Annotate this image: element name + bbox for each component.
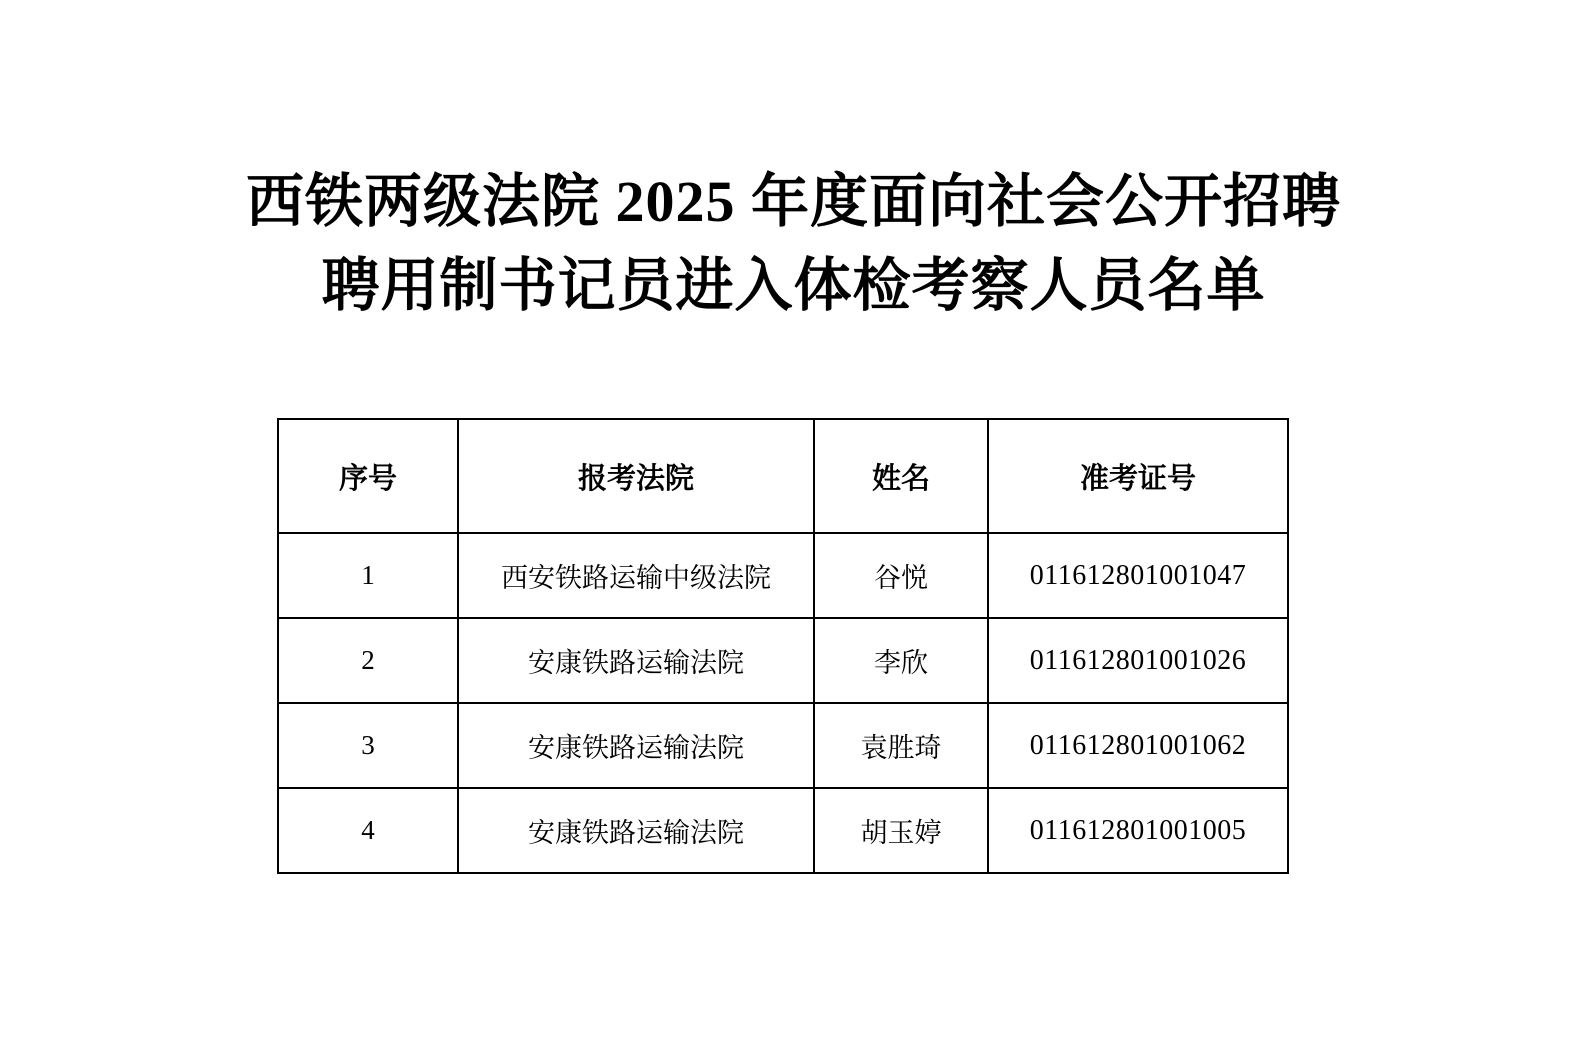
table-row	[278, 788, 1288, 873]
cell-ticket: 011612801001026	[988, 618, 1288, 703]
cell-ticket: 011612801001047	[988, 533, 1288, 618]
table-row	[278, 703, 1288, 788]
table-row	[278, 618, 1288, 703]
table-row	[278, 533, 1288, 618]
table-body	[278, 533, 1288, 873]
cell-name: 袁胜琦	[814, 703, 988, 788]
cell-court: 安康铁路运输法院	[458, 788, 814, 873]
cell-name: 胡玉婷	[814, 788, 988, 873]
header-ticket-number: 准考证号	[988, 419, 1288, 533]
cell-court: 安康铁路运输法院	[458, 703, 814, 788]
page-title-line-1: 西铁两级法院 2025 年度面向社会公开招聘	[245, 169, 1341, 234]
header-name: 姓名	[814, 419, 988, 533]
cell-ticket: 011612801001062	[988, 703, 1288, 788]
cell-name: 李欣	[814, 618, 988, 703]
cell-no: 1	[278, 533, 458, 618]
cell-court: 西安铁路运输中级法院	[458, 533, 814, 618]
page-title	[0, 160, 1587, 328]
cell-no: 3	[278, 703, 458, 788]
cell-name: 谷悦	[814, 533, 988, 618]
header-serial-number: 序号	[278, 419, 458, 533]
cell-court: 安康铁路运输法院	[458, 618, 814, 703]
candidate-roster-table	[277, 418, 1289, 874]
cell-no: 2	[278, 618, 458, 703]
cell-ticket: 011612801001005	[988, 788, 1288, 873]
page-title-line-2: 聘用制书记员进入体检考察人员名单	[321, 253, 1266, 318]
header-court-applied: 报考法院	[458, 419, 814, 533]
cell-no: 4	[278, 788, 458, 873]
table-header-row	[278, 419, 1288, 533]
